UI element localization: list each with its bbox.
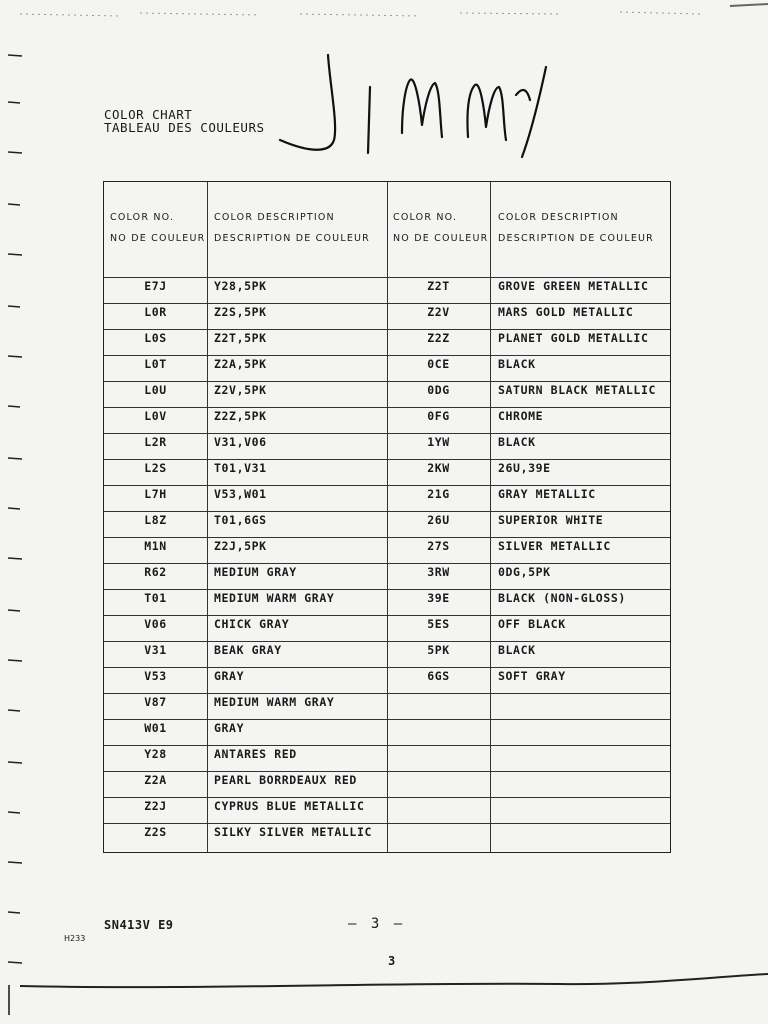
color-number-cell-2: 39E	[427, 591, 450, 605]
row-divider	[104, 823, 670, 824]
color-description-cell-2: GRAY METALLIC	[498, 487, 596, 501]
color-number-cell-2: 2KW	[427, 461, 450, 475]
header-description-de-couleur: DESCRIPTION DE COULEUR	[214, 233, 370, 244]
color-number-cell-2: 27S	[427, 539, 450, 553]
row-divider	[104, 693, 670, 694]
color-description-cell-2	[498, 695, 670, 721]
color-description-cell: Z2S,5PK	[214, 305, 267, 319]
row-divider	[104, 563, 670, 564]
color-description-cell-2: GROVE GREEN METALLIC	[498, 279, 649, 293]
title-english: COLOR CHART	[104, 107, 193, 122]
color-description-cell-2: PLANET GOLD METALLIC	[498, 331, 649, 345]
color-description-cell-2: OFF BLACK	[498, 617, 566, 631]
header-description-de-couleur-2: DESCRIPTION DE COULEUR	[498, 233, 654, 244]
color-number-cell-2	[387, 773, 490, 799]
margin-code: H233	[64, 934, 86, 943]
row-divider	[104, 381, 670, 382]
color-chart-table	[103, 181, 671, 853]
color-number-cell: Z2J	[144, 799, 167, 813]
color-number-cell: L0T	[144, 357, 167, 371]
color-description-cell: V53,W01	[214, 487, 267, 501]
row-divider	[104, 667, 670, 668]
row-divider	[104, 615, 670, 616]
header-no-de-couleur-2: NO DE COULEUR	[393, 233, 489, 244]
row-divider	[104, 277, 670, 278]
color-description-cell-2: BLACK (NON-GLOSS)	[498, 591, 626, 605]
color-description-cell: CHICK GRAY	[214, 617, 290, 631]
color-description-cell: Z2V,5PK	[214, 383, 267, 397]
table-row	[104, 589, 670, 615]
row-divider	[104, 303, 670, 304]
color-description-cell: Z2A,5PK	[214, 357, 267, 371]
color-description-cell: T01,6GS	[214, 513, 267, 527]
color-number-cell: Z2S	[144, 825, 167, 839]
color-description-cell-2: BLACK	[498, 643, 536, 657]
color-description-cell-2: 0DG,5PK	[498, 565, 551, 579]
table-row	[104, 433, 670, 459]
row-divider	[104, 355, 670, 356]
handwritten-signature	[270, 45, 560, 165]
color-description-cell-2: BLACK	[498, 435, 536, 449]
color-number-cell: L2S	[144, 461, 167, 475]
table-row	[104, 667, 670, 693]
table-row	[104, 615, 670, 641]
table-row	[104, 719, 670, 745]
color-number-cell: V87	[144, 695, 167, 709]
color-description-cell-2: 26U,39E	[498, 461, 551, 475]
color-number-cell-2	[387, 825, 490, 851]
color-number-cell: L0U	[144, 383, 167, 397]
color-description-cell-2	[498, 773, 670, 799]
color-number-cell-2: 6GS	[427, 669, 450, 683]
title-french: TABLEAU DES COULEURS	[104, 120, 265, 135]
chart-heading	[104, 108, 265, 134]
page-number: 3	[388, 954, 396, 968]
color-number-cell-2: 5PK	[427, 643, 450, 657]
row-divider	[104, 797, 670, 798]
color-description-cell: MEDIUM WARM GRAY	[214, 695, 335, 709]
header-color-description-2: COLOR DESCRIPTION	[498, 212, 619, 223]
color-description-cell: BEAK GRAY	[214, 643, 282, 657]
page-marker: — 3 —	[348, 916, 406, 932]
color-number-cell: Y28	[144, 747, 167, 761]
color-description-cell: MEDIUM GRAY	[214, 565, 297, 579]
color-description-cell: PEARL BORRDEAUX RED	[214, 773, 357, 787]
color-number-cell-2: 21G	[427, 487, 450, 501]
header-color-no-2: COLOR NO.	[393, 212, 458, 223]
color-number-cell: L2R	[144, 435, 167, 449]
color-number-cell-2: Z2Z	[427, 331, 450, 345]
color-description-cell: CYPRUS BLUE METALLIC	[214, 799, 365, 813]
color-number-cell: V53	[144, 669, 167, 683]
table-row	[104, 641, 670, 667]
color-description-cell: GRAY	[214, 721, 245, 735]
color-description-cell-2	[498, 825, 670, 851]
binding-edge-marks	[0, 0, 40, 1024]
color-description-cell-2: SILVER METALLIC	[498, 539, 611, 553]
color-number-cell: V06	[144, 617, 167, 631]
color-number-cell: L8Z	[144, 513, 167, 527]
row-divider	[104, 537, 670, 538]
color-description-cell: Z2T,5PK	[214, 331, 267, 345]
color-number-cell-2	[387, 695, 490, 721]
color-number-cell-2: 0DG	[427, 383, 450, 397]
color-description-cell: Z2Z,5PK	[214, 409, 267, 423]
color-description-cell-2: SOFT GRAY	[498, 669, 566, 683]
color-number-cell-2: 1YW	[427, 435, 450, 449]
table-row	[104, 407, 670, 433]
row-divider	[104, 589, 670, 590]
header-color-no: COLOR NO.	[110, 212, 175, 223]
color-description-cell-2	[498, 799, 670, 825]
color-number-cell: V31	[144, 643, 167, 657]
row-divider	[104, 771, 670, 772]
table-row	[104, 277, 670, 303]
row-divider	[104, 329, 670, 330]
color-number-cell-2: 0FG	[427, 409, 450, 423]
table-row	[104, 381, 670, 407]
table-row	[104, 745, 670, 771]
row-divider	[104, 407, 670, 408]
color-description-cell: GRAY	[214, 669, 245, 683]
row-divider	[104, 719, 670, 720]
table-row	[104, 537, 670, 563]
row-divider	[104, 485, 670, 486]
row-divider	[104, 745, 670, 746]
model-number: SN413V E9	[104, 918, 174, 932]
color-number-cell: E7J	[144, 279, 167, 293]
scan-noise-top	[0, 0, 768, 40]
table-row	[104, 329, 670, 355]
color-number-cell: L0S	[144, 331, 167, 345]
color-number-cell-2: Z2V	[427, 305, 450, 319]
header-no-de-couleur: NO DE COULEUR	[110, 233, 206, 244]
table-row	[104, 485, 670, 511]
color-description-cell: T01,V31	[214, 461, 267, 475]
color-description-cell-2: SUPERIOR WHITE	[498, 513, 604, 527]
color-description-cell-2: MARS GOLD METALLIC	[498, 305, 634, 319]
color-number-cell: R62	[144, 565, 167, 579]
table-row	[104, 459, 670, 485]
color-description-cell-2: CHROME	[498, 409, 544, 423]
row-divider	[104, 641, 670, 642]
color-number-cell: L7H	[144, 487, 167, 501]
table-row	[104, 355, 670, 381]
color-number-cell-2	[387, 721, 490, 747]
color-number-cell-2	[387, 747, 490, 773]
color-description-cell: SILKY SILVER METALLIC	[214, 825, 372, 839]
color-description-cell: Z2J,5PK	[214, 539, 267, 553]
color-number-cell-2: 5ES	[427, 617, 450, 631]
color-description-cell-2: BLACK	[498, 357, 536, 371]
color-description-cell: V31,V06	[214, 435, 267, 449]
color-number-cell-2: 0CE	[427, 357, 450, 371]
table-row	[104, 797, 670, 823]
table-row	[104, 693, 670, 719]
color-number-cell: L0V	[144, 409, 167, 423]
color-description-cell: ANTARES RED	[214, 747, 297, 761]
color-number-cell: Z2A	[144, 773, 167, 787]
color-number-cell: T01	[144, 591, 167, 605]
color-number-cell: L0R	[144, 305, 167, 319]
color-number-cell-2: 3RW	[427, 565, 450, 579]
row-divider	[104, 433, 670, 434]
color-description-cell-2: SATURN BLACK METALLIC	[498, 383, 656, 397]
header-color-description: COLOR DESCRIPTION	[214, 212, 335, 223]
table-row	[104, 771, 670, 797]
table-row	[104, 303, 670, 329]
table-row	[104, 511, 670, 537]
row-divider	[104, 511, 670, 512]
color-description-cell: MEDIUM WARM GRAY	[214, 591, 335, 605]
color-number-cell: M1N	[144, 539, 167, 553]
color-number-cell-2: 26U	[427, 513, 450, 527]
color-description-cell-2	[498, 721, 670, 747]
scan-bottom-edge	[0, 960, 768, 1000]
color-description-cell: Y28,5PK	[214, 279, 267, 293]
table-row	[104, 563, 670, 589]
row-divider	[104, 459, 670, 460]
color-number-cell-2: Z2T	[427, 279, 450, 293]
color-number-cell: W01	[144, 721, 167, 735]
color-number-cell-2	[387, 799, 490, 825]
color-description-cell-2	[498, 747, 670, 773]
table-row	[104, 823, 670, 849]
